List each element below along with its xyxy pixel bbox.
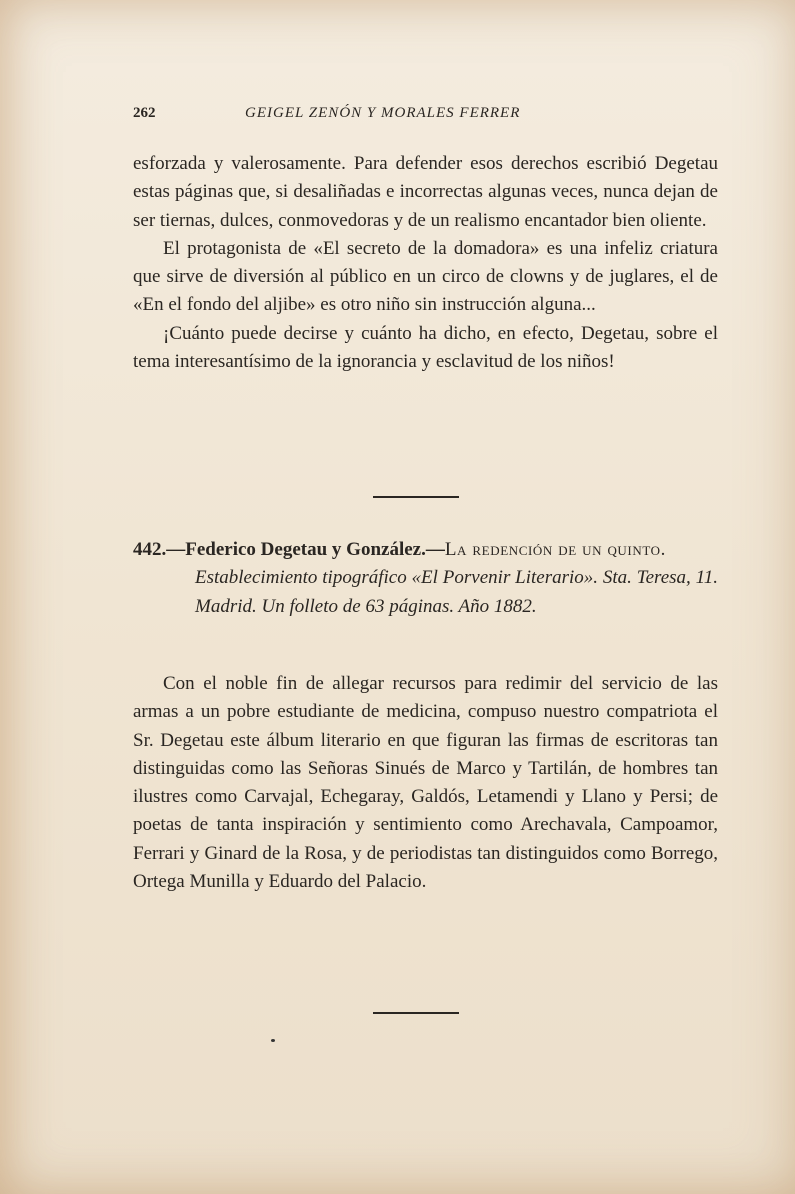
running-title: GEIGEL ZENÓN Y MORALES FERRER bbox=[245, 105, 521, 121]
entry-title: La redención de un quinto. bbox=[444, 539, 666, 560]
paragraph: El protagonista de «El secreto de la domadora» es una infeliz criatura que sirve de diversión al público en un circo de clowns y de juglares, el de «En el fondo del aljibe» es otro niño sin instrucción alguna... bbox=[133, 237, 718, 316]
section-divider bbox=[373, 496, 459, 498]
entry-description bbox=[133, 670, 718, 896]
paragraph: ¡Cuánto puede decirse y cuánto ha dicho, en efecto, Degetau, sobre el tema interesantísimo de la ignorancia y esclavitud de los niños! bbox=[133, 322, 718, 373]
page-header bbox=[133, 105, 718, 129]
page-number: 262 bbox=[133, 105, 156, 121]
entry-author: Federico Degetau y González.— bbox=[185, 539, 445, 560]
entry-number: 442.— bbox=[133, 539, 186, 560]
ink-speck bbox=[271, 1039, 275, 1042]
continued-text-section bbox=[133, 150, 718, 376]
paragraph: Con el noble fin de allegar recursos para redimir del servicio de las armas a un pobre estudiante de medicina, compuso nuestro compatriota el Sr. Degetau este álbum literario en que figuran las firmas de escritoras tan distinguidas como las Señoras Sinués de Marco y Tartilán, de hombres tan ilustres como Carvajal, Echegaray, Galdós, Letamendi y Llano y Persi; de poetas de tanta inspiración y sentimiento como Arechavala, Campoamor, Ferrari y Ginard de la Rosa, y de periodistas tan distinguidos como Borrego, Ortega Munilla y Eduardo del Palacio. bbox=[133, 673, 718, 893]
entry-imprint: Establecimiento tipográfico «El Porvenir Literario». Sta. Teresa, 11. Madrid. Un folleto de 63 páginas. Año 1882. bbox=[195, 567, 718, 617]
bibliography-entry bbox=[133, 536, 718, 621]
entry-heading-line bbox=[133, 536, 718, 564]
paragraph: esforzada y valerosamente. Para defender esos derechos escribió Degetau estas páginas que, si desaliñadas e incorrectas algunas veces, nunca dejan de ser tiernas, dulces, conmovedoras y de un realismo encantador bien oliente. bbox=[133, 153, 718, 231]
section-divider bbox=[373, 1012, 459, 1014]
